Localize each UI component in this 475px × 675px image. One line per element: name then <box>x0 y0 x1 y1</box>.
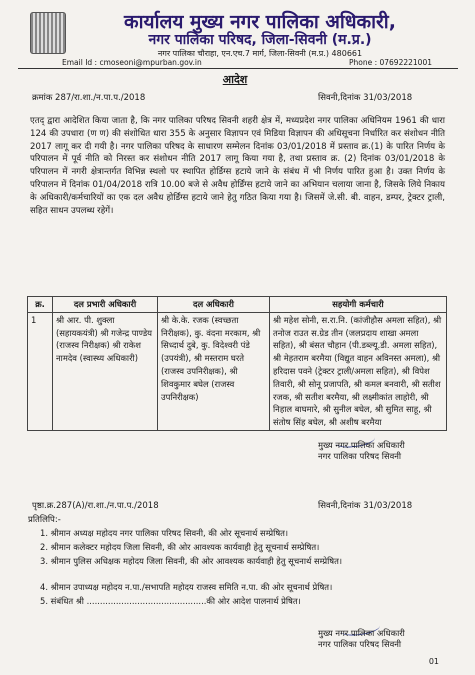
column-header: दल अधिकारी <box>158 297 270 313</box>
page-number: 01 <box>428 657 439 666</box>
copy-item: 2. श्रीमान कलेक्टर महोदय जिला सिवनी, की ओर आवश्यक कार्यवाही हेतु सूचनार्थ सम्प्रेषित। <box>40 542 320 552</box>
incharge-officers: श्री आर. पी. शुक्ला (सहायकयंत्री) श्री गजेन्द्र पाण्डेय (राजस्व निरीक्षक) श्री राकेश नामदेव (स्वास्थ्य अधिकारी) <box>53 312 158 430</box>
copy-reference: पृष्ठा.क्र.287(A)/रा.शा./न.पा.प./2018 <box>32 501 159 511</box>
order-body: एतद् द्वारा आदेशित किया जाता है, कि नगर पालिका परिषद सिवनी शहरी क्षेत्र में, मध्यप्रदेश नगर पालिका अधिनियम 1961 की धारा 124 की उपधारा (ण ण) की संशोधित धारा 355 के अनुसार विज्ञापन एवं मिडिया विज्ञापन की अधिसूचना निर्धारित कर संशोधन नीति 2017 लागू कर दी गयी है। नगर पालिका परिषद के साधारण सम्मेलन दिनांक 03/01/2018 में प्रस्ताव क्र.(1) के पारित निर्णय के परिपालन में पूर्व नीति को निरस्त कर संशोधन नीति 2017 लागू किया गया है, तथा प्रस्ताव क्र. (2) दिनांक 03/01/2018 के परिपालन में नगरी क्षेत्रान्तर्गत विभिन्न स्थलो पर स्थापित होर्डिग्स हटाये जाने के संबंध में भी निर्णय पारित हुआ है। उक्त निर्णय के परिपालन में दिनांक 01/04/2018 रात्रि 10.00 बजे से अवैध होर्डिंग्स हटाये जाने का अभियान चलाया जाना है, जिसके लिये निकाय के अधिकारी/कर्मचारियों का एक दल अवैध होर्डिंग्स हटाये जाने हेतु गठित किया गया है। जिसमें जे.सी. बी. वाहन, डम्पर, ट्रेक्टर ट्राली, सहित साधन उपलब्ध रहेगें। <box>30 116 445 216</box>
signature-block <box>318 628 405 650</box>
team-table <box>27 296 447 431</box>
copy-item: 4. श्रीमान उपाध्यक्ष महोदय न.पा./सभापति महोदय राजस्व समिति न.पा. की ओर सूचनार्थ प्रेषित। <box>40 582 333 592</box>
row-number: 1 <box>28 312 53 430</box>
column-header: सहयोगी कर्मचारी <box>270 297 447 313</box>
column-header: क्र. <box>28 297 53 313</box>
copy-item: 1. श्रीमान अध्यक्ष महोदय नगर पालिका परिषद सिवनी, की ओर सूचनार्थ सम्प्रेषित। <box>40 528 289 538</box>
phone-text: Phone : 07692221001 <box>348 58 432 67</box>
signature-block <box>318 440 405 462</box>
government-emblem-icon <box>30 12 66 54</box>
header-divider <box>18 68 458 69</box>
team-officers: श्री के.के. रजक (स्वच्छता निरीक्षक), कु. वंदना मरकाम, श्री सिध्दार्थ दुबे, कु. विदेश्वरी पंडे (उपयंत्री), श्री मस्तराम घरते (राजस्व उपनिरीक्षक), श्री शिवकुमार बघेल (राजस्व उपनिरीक्षक) <box>158 312 270 430</box>
copy-item: 3. श्रीमान पुलिस अधिक्षक महोदय जिला सिवनी, की ओर आवश्यक कार्यवाही हेतु सूचनार्थ सम्प्रेषित। <box>40 556 343 566</box>
signatory-designation: मुख्य नगर पालिका अधिकारी <box>318 440 405 450</box>
signatory-office: नगर पालिका परिषद सिवनी <box>318 639 402 649</box>
office-title: कार्यालय मुख्य नगर पालिका अधिकारी, <box>124 11 396 33</box>
office-subtitle: नगर पालिका परिषद, जिला-सिवनी (म.प्र.) <box>148 32 372 48</box>
table-header-row <box>28 297 447 313</box>
table-row <box>28 312 447 430</box>
order-heading: आदेश <box>222 73 248 86</box>
copy-label: प्रतिलिपि:- <box>28 515 61 525</box>
support-staff: श्री महेश सोनी, स.रा.नि. (कांजीहौस अमला सहित), श्री तनोज राउत स.ग्रेड तीन (जलप्रदाय शाखा अमला सहित), श्री बंसत चौहान (पी.डब्ल्यू.डी. अमला सहित), श्री मेहतराम बरमैया (विद्युत वाहन अविनस्त अमला), श्री हरिदास पवने (ट्रेक्टर ट्राली/अमला सहित), श्री विपेश तिवारी, श्री सोनू प्रजापति, श्री कमल बनवारी, श्री सतीश रजक, श्री सतीश बरमैया, श्री लक्ष्मीकांत लाहोरी, श्री निहाल बाघमारे, श्री सुनील बघेल, श्री सुमित साहू, श्री संतोष सिंह बघेल, श्री अशीष बरमैया <box>270 312 447 430</box>
office-address: नगर पालिका चौराहा, एन.एच.7 मार्ग, जिला-सिवनी (म.प्र.) 480661 <box>157 49 363 58</box>
email-text: Email Id : cmoseoni@mpurban.gov.in <box>62 58 202 67</box>
signatory-office: नगर पालिका परिषद सिवनी <box>318 451 402 461</box>
signatory-designation: मुख्य नगर पालिका अधिकारी <box>318 628 405 638</box>
copy-item: 5. संबंधित श्री .............................................की ओर आदेश पालनार्थ प्रेषित। <box>40 596 301 606</box>
order-date: सिवनी,दिनांक 31/03/2018 <box>318 93 413 103</box>
order-reference: क्रमांक 287/रा.शा./न.पा.प./2018 <box>32 93 146 103</box>
column-header: दल प्रभारी अधिकारी <box>53 297 158 313</box>
contact-row <box>62 58 432 67</box>
copy-date: सिवनी,दिनांक 31/03/2018 <box>318 501 413 511</box>
